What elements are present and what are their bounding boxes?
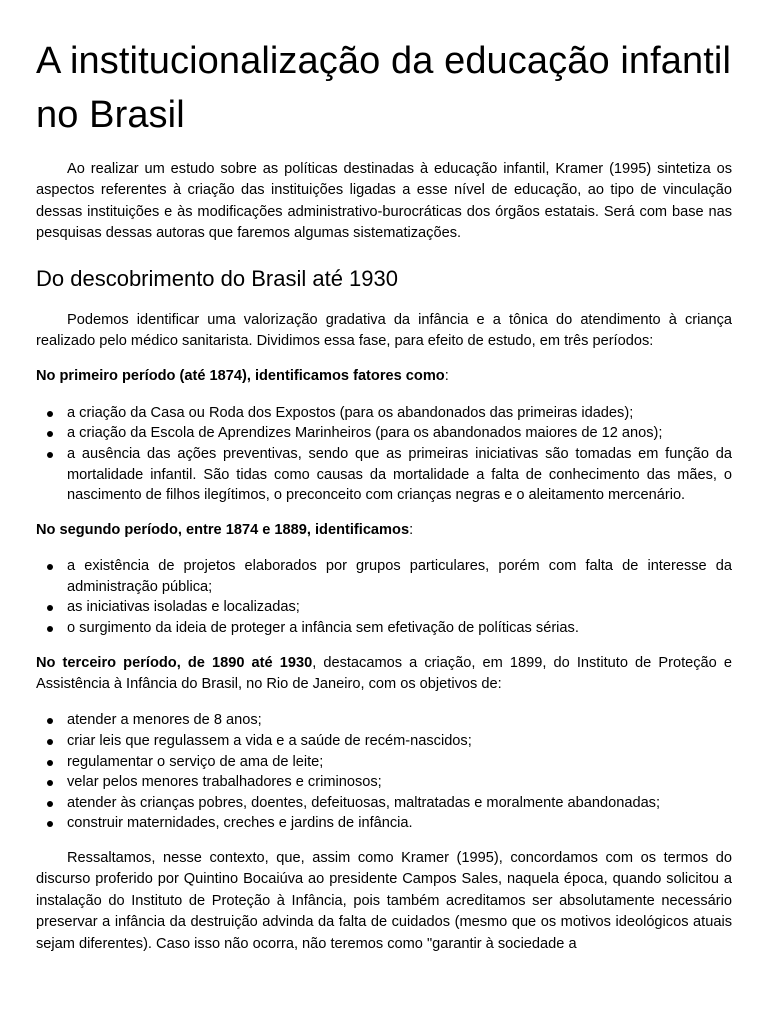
period2-intro [36,520,732,541]
period3-rest: , destacamos a criação, em 1899, do Instituto de Proteção e Assistência à Infância do Brasil, no Rio de Janeiro, com os objetivos de: [36,654,732,692]
bullet-icon [47,452,53,458]
closing-paragraph: Ressaltamos, nesse contexto, que, assim como Kramer (1995), concordamos com os termos do discurso proferido por Quintino Bocaiúva ao presidente Campos Sales, naquela época, quando solicitou a instalação do Instituto de Proteção à Infância, pois também acreditamos ser absolutamente necessário preservar a infância da destruição advinda da falta de cuidados (mesmo que os motivos ideológicos atuais sejam diferentes). Caso isso não ocorra, não teremos como "garantir à sociedade a [36,849,732,952]
list-item [36,710,732,731]
bullet-icon [47,780,53,786]
period1-list [36,403,732,506]
list-item [36,752,732,773]
bullet-icon [47,431,53,437]
period1-rest: : [444,368,449,385]
list-item [36,556,732,597]
list-item [36,731,732,752]
list-item [36,444,732,506]
list-item [36,793,732,814]
period1-intro [36,366,732,387]
list-item-text: construir maternidades, creches e jardins de infância. [67,815,413,832]
period2-rest: : [409,521,414,538]
list-item-text: o surgimento da ideia de proteger a infância sem efetivação de políticas sérias. [67,620,579,636]
period3-bold: No terceiro período, de 1890 até 1930 [36,654,313,671]
bullet-icon [47,626,53,632]
document-title: A institucionalização da educação infantil no Brasil [36,40,731,136]
bullet-icon [47,411,53,417]
list-item-text: atender a menores de 8 anos; [67,712,262,729]
bullet-icon [47,564,53,570]
bullet-icon [47,739,53,745]
list-item-text: a criação da Escola de Aprendizes Marinheiros (para os abandonados maiores de 12 anos); [67,425,663,442]
document-page [36,0,732,955]
list-item [36,403,732,424]
section-paragraph: Podemos identificar uma valorização gradativa da infância e a tônica do atendimento à criança realizado pelo médico sanitarista. Dividimos essa fase, para efeito de estudo, em três períodos: [36,311,732,350]
period1-bold: No primeiro período (até 1874), identificamos fatores como [36,368,445,385]
list-item [36,813,732,834]
list-item-text: regulamentar o serviço de ama de leite; [67,753,324,770]
intro-paragraph: Ao realizar um estudo sobre as políticas destinadas à educação infantil, Kramer (1995) sintetiza os aspectos referentes à criação das instituições ligadas a esse nível de educação, ao tipo de vinculação dessas instituições e às modificações administrativo-burocráticas dos órgãos estatais. Será com base nas pesquisas dessas autoras que faremos algumas sistematizações. [36,161,732,242]
bullet-icon [47,605,53,611]
bullet-icon [47,821,53,827]
period2-list [36,556,732,638]
list-item-text: velar pelos menores trabalhadores e criminosos; [67,774,382,791]
bullet-icon [47,718,53,724]
list-item [36,423,732,444]
period2-bold: No segundo período, entre 1874 e 1889, identificamos [36,521,410,538]
list-item-text: a existência de projetos elaborados por grupos particulares, porém com falta de interesse da administração pública; [67,558,732,595]
list-item-text: criar leis que regulassem a vida e a saúde de recém-nascidos; [67,733,472,749]
list-item-text: a criação da Casa ou Roda dos Expostos (para os abandonados das primeiras idades); [67,404,634,421]
list-item [36,597,732,618]
bullet-icon [47,801,53,807]
period3-list [36,710,732,834]
list-item-text: a ausência das ações preventivas, sendo que as primeiras iniciativas são tomadas em função da mortalidade infantil. São tidas como causas da mortalidade a falta de conhecimento das mães, o nascimento de filhos ilegítimos, o preconceito com crianças negras e o aleitamento mercenário. [67,446,732,504]
list-item [36,618,732,639]
list-item [36,772,732,793]
section-heading: Do descobrimento do Brasil até 1930 [36,265,398,291]
list-item-text: atender às crianças pobres, doentes, defeituosas, maltratadas e moralmente abandonadas; [67,794,661,811]
list-item-text: as iniciativas isoladas e localizadas; [67,599,300,616]
bullet-icon [47,760,53,766]
period3-intro [36,653,732,696]
